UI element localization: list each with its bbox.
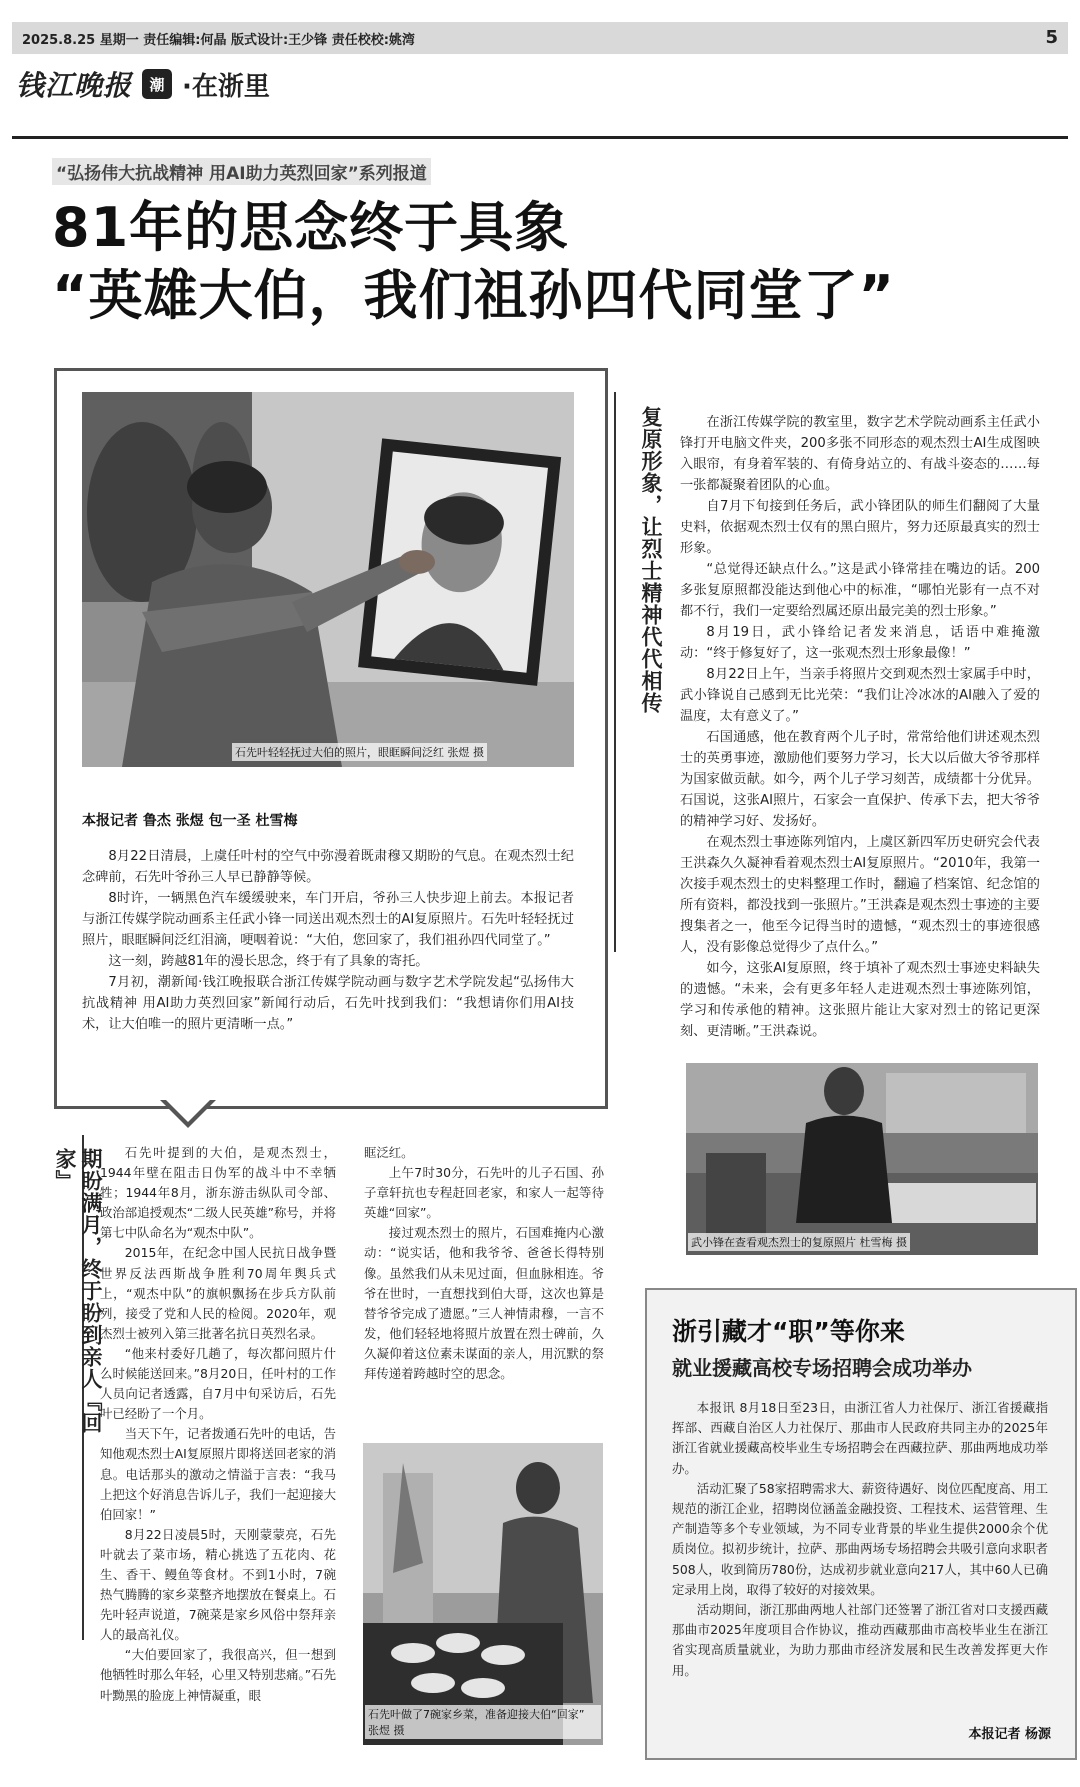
sidebar-news-text <box>672 1398 1048 1681</box>
sidebar-paragraph: 活动期间，浙江那曲两地人社部门还签署了浙江省对口支援西藏那曲市2025年度项目合作协议，推动西藏那曲市高校毕业生在浙江省实现高质量就业，为助力那曲市经济发展和民生改善发挥更大作用。 <box>672 1602 1048 1678</box>
headline-line2: “英雄大伯，我们祖孙四代同堂了” <box>52 264 895 327</box>
left-paragraph: 2015年，在纪念中国人民抗日战争暨世界反法西斯战争胜利70周年舆兵式上，“观杰中队”的旗帜飘扬在步兵方队前列，接受了党和人民的检阅。2020年，观杰烈士被列入第三批著名抗日英烈名录。 <box>100 1245 336 1341</box>
right-paragraph: 石国通感，他在教育两个儿子时，常常给他们讲述观杰烈士的英勇事迹，激励他们要努力学习，长大以后做大爷爷那样为国家做贡献。如今，两个儿子学习刻苦，成绩都十分优异。石国说，这张AI照片，石家会一直保护、传承下去，把大爷爷的精神学习好、发扬好。 <box>680 730 1040 829</box>
sidebar-news-box <box>645 1288 1077 1760</box>
photo-restoration-work <box>686 1063 1038 1255</box>
left-paragraph: 眶泛红。 <box>364 1145 414 1160</box>
right-paragraph: 8月22日上午，当亲手将照片交到观杰烈士家属手中时，武小锋说自己感到无比光荣：“我们让冷冰冰的AI融入了爱的温度，太有意义了。” <box>680 667 1040 724</box>
photo3-caption: 石先叶做了7碗家乡菜，准备迎接大伯“回家” 张煜 摄 <box>365 1705 601 1739</box>
left-paragraph: 接过观杰烈士的照片，石国难掩内心激动：“说实话，他和我爷爷、爸爸长得特别像。虽然我们从未见过面，但血脉相连。爷爷在世时，一直想找到伯大哥，这次也算是替爷爷完成了遗愿。”三人神情肃穆，一言不发，他们轻轻地将照片放置在烈士碑前，久久凝仰着这位素未谋面的亲人，用沉默的祭拜传递着跨越时空的思念。 <box>364 1225 604 1382</box>
right-paragraph: “总觉得还缺点什么。”这是武小锋常挂在嘴边的话。200多张复原照都没能达到他心中的标准，“哪怕光影有一点不对都不行，我们一定要给烈属还原出最完美的烈士形象。” <box>680 562 1040 619</box>
masthead <box>16 62 270 106</box>
sidebar-paragraph: 活动汇聚了58家招聘需求大、薪资待遇好、岗位匹配度高、用工规范的浙江企业，招聘岗位涵盖金融投资、工程技术、运营管理、生产制造等多个专业领域，为不同专业背景的毕业生提供2000余个优质岗位。拟初步统计，拉萨、那曲两场专场招聘会共吸引意向求职者508人，收到简历780份，达成初步就业意向217人，其中60人已确定录用上岗，取得了较好的对接效果。 <box>672 1480 1048 1597</box>
right-paragraph: 8月19日，武小锋给记者发来消息，话语中难掩激动：“终于修复好了，这一张观杰烈士形象最像！” <box>680 625 1040 661</box>
headline-line1: 81年的思念终于具象 <box>52 196 570 259</box>
lead-box-text <box>82 846 574 1035</box>
lead-box-tail-inner <box>163 1097 213 1122</box>
photo-family-dishes <box>363 1443 603 1745</box>
photo-restoration-work-art <box>686 1063 1038 1255</box>
sidebar-paragraph: 本报讯 8月18日至23日，由浙江省人力社保厅、浙江省援藏指挥部、西藏自治区人力社保厅、那曲市人民政府共同主办的2025年浙江省就业援藏高校毕业生专场招聘会在西藏拉萨、那曲两地成功举办。 <box>672 1400 1048 1476</box>
right-section-rule <box>614 392 616 952</box>
left-paragraph: 上午7时30分，石先叶的儿子石国、孙子章轩抗也专程赶回老家，和家人一起等待英雄“回家”。 <box>364 1165 604 1221</box>
photo1-caption: 石先叶轻轻抚过大伯的照片，眼眶瞬间泛红 张煜 摄 <box>232 743 487 761</box>
right-paragraph: 自7月下旬接到任务后，武小锋团队的师生们翻阅了大量史料，依据观杰烈士仅有的黑白照片，努力还原最真实的烈士形象。 <box>680 499 1040 556</box>
right-paragraph: 如今，这张AI复原照，终于填补了观杰烈士事迹史料缺失的遗憾。“未来，会有更多年轻人走进观杰烈士事迹陈列馆，学习和传承他的精神。这张照片能让大家对烈士的铭记更深刻、更清晰。”王洪森说。 <box>680 961 1040 1039</box>
lead-paragraph: 8月22日清晨，上虞任叶村的空气中弥漫着既肃穆又期盼的气息。在观杰烈士纪念碑前，石先叶爷孙三人早已静静等候。 <box>82 849 574 885</box>
right-column-text <box>680 412 1040 1042</box>
masthead-logo: 钱江晚报 <box>16 69 133 102</box>
lead-paragraph: 7月初，潮新闻·钱江晚报联合浙江传媒学院动画与数字艺术学院发起“弘扬伟大抗战精神 用AI助力英烈回家”新闻行动后，石先叶找到我们：“我想请你们用AI技术，让大伯唯一的照片更清晰一点。” <box>82 975 574 1032</box>
right-paragraph: 在浙江传媒学院的教室里，数字艺术学院动画系主任武小锋打开电脑文件夹，200多张不同形态的观杰烈士AI生成图映入眼帘，有身着军装的、有倚身站立的、有战斗姿态的……每一张都凝聚着团队的心血。 <box>680 415 1040 493</box>
left-paragraph: “大伯要回家了，我很高兴，但一想到他牺牲时那么年轻，心里又特别悲痛。”石先叶黝黑的脸庞上神情凝重，眼 <box>100 1647 336 1703</box>
section-head-left: 期盼满月，终于盼到亲人『回家』 <box>53 1148 103 1434</box>
sidebar-news-title: 浙引藏才“职”等你来 <box>672 1317 905 1346</box>
photo-family-dishes-art <box>363 1443 603 1745</box>
sidebar-news-byline: 本报记者 杨源 <box>968 1727 1051 1742</box>
left-paragraph: “他来村委好几趟了，每次都问照片什么时候能送回来。”8月20日，任叶村的工作人员向记者透露，自7月中旬采访后，石先叶已经盼了一个月。 <box>100 1345 336 1422</box>
section-name: ·在浙里 <box>182 71 270 102</box>
lead-paragraph: 这一刻，跨越81年的漫长思念，终于有了具象的寄托。 <box>108 954 429 969</box>
left-paragraph: 当天下午，记者拨通石先叶的电话，告知他观杰烈士AI复原照片即将送回老家的消息。电话那头的激动之情溢于言表：“我马上把这个好消息告诉儿子，我们一起迎接大伯回家！” <box>100 1426 336 1522</box>
left-column-2 <box>364 1143 604 1384</box>
header-info: 2025.8.25 星期一 责任编辑:何晶 版式设计:王少锋 责任校校:姚湾 <box>22 33 415 48</box>
left-paragraph: 8月22日凌晨5时，天刚蒙蒙亮，石先叶就去了菜市场，精心挑选了五花肉、花生、香干、鳗鱼等食材。不到1小时，7碗热气腾腾的家乡菜整齐地摆放在餐桌上。石先叶轻声说道，7碗菜是家乡风俗中祭拜亲人的最高礼仪。 <box>100 1526 336 1643</box>
section-head-right: 复原形象，让烈士精神代代相传 <box>639 406 663 714</box>
sidebar-news-subtitle: 就业援藏高校专场招聘会成功举办 <box>672 1356 972 1380</box>
lead-paragraph: 8时许，一辆黑色汽车缓缓驶来，车门开启，爷孙三人快步迎上前去。本报记者与浙江传媒学院动画系主任武小锋一同送出观杰烈士的AI复原照片。石先叶轻轻抚过照片，眼眶瞬间泛红泪滴，哽咽着说：“大伯，您回家了，我们祖孙四代同堂了。” <box>82 891 574 948</box>
masthead-rule <box>12 136 1068 139</box>
photo-portrait-scene <box>82 392 574 767</box>
left-column-1 <box>100 1143 336 1706</box>
page-number: 5 <box>1045 27 1058 48</box>
right-paragraph: 在观杰烈士事迹陈列馆内，上虞区新四军历史研究会代表王洪森久久凝神看着观杰烈士AI复原照片。“2010年，我第一次接手观杰烈士的史料整理工作时，翻遍了档案馆、纪念馆的所有资料，都没找到一张照片。”王洪森是观杰烈士事迹的主要搜集者之一，他至今记得当时的遗憾，“观杰烈士的事迹很感人，没有影像总觉得少了点什么。” <box>680 835 1040 955</box>
series-tag: “弘扬伟大抗战精神 用AI助力英烈回家”系列报道 <box>52 158 431 185</box>
article-byline: 本报记者 鲁杰 张煜 包一圣 杜雪梅 <box>82 813 298 829</box>
masthead-badge-icon: 潮 <box>142 69 172 99</box>
photo2-caption: 武小锋在查看观杰烈士的复原照片 杜雪梅 摄 <box>688 1233 910 1251</box>
photo-portrait-scene-art <box>82 392 574 767</box>
left-paragraph: 石先叶提到的大伯，是观杰烈士，1944年壁在阻击日伪军的战斗中不幸牺牲；1944年8月，浙东游击纵队司令部、政治部追授观杰“二级人民英雄”称号，并将第七中队命名为“观杰中队”。 <box>100 1145 336 1241</box>
